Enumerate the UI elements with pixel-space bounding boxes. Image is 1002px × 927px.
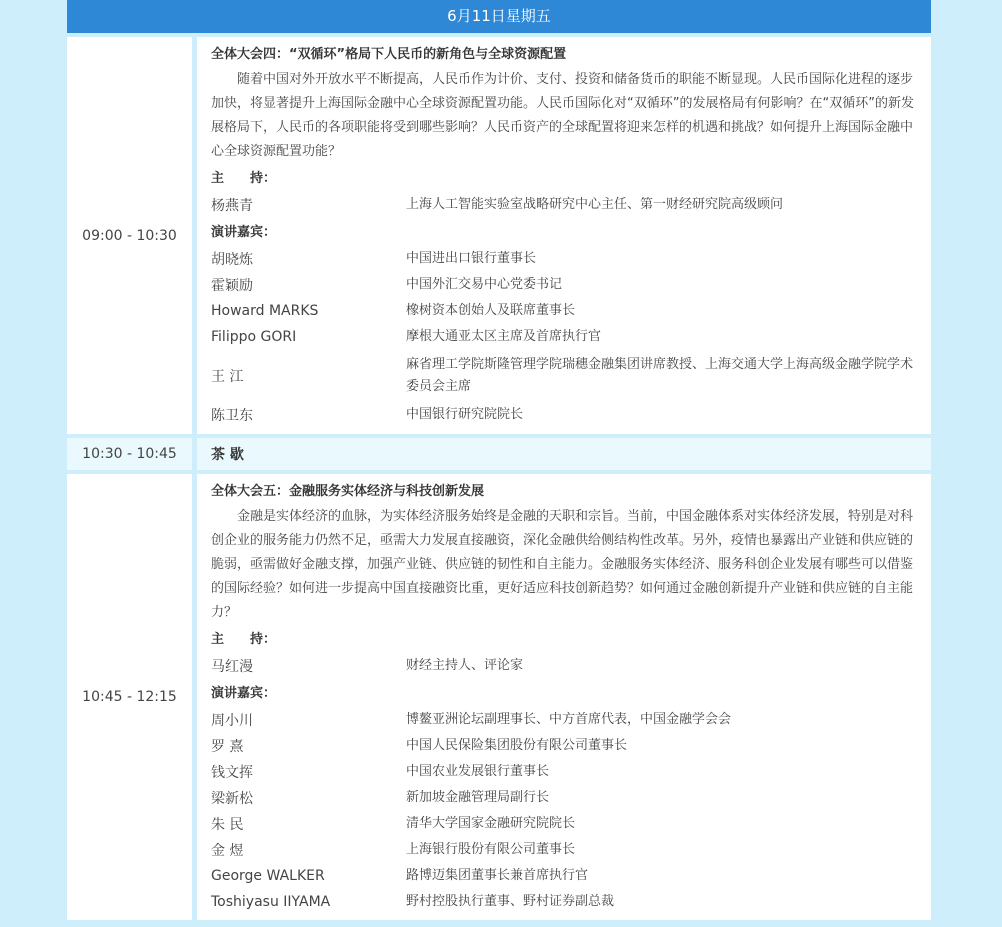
speaker-name: 金 煜 bbox=[211, 843, 244, 859]
speaker-name: 周小川 bbox=[211, 713, 253, 729]
host-row bbox=[211, 653, 915, 679]
speaker-name: 梁新松 bbox=[211, 791, 253, 807]
speaker-row bbox=[211, 863, 915, 889]
agenda bbox=[67, 0, 931, 920]
session-content bbox=[197, 37, 931, 434]
speaker-row bbox=[211, 246, 915, 272]
speaker-name: 陈卫东 bbox=[211, 408, 253, 424]
session-time: 10:45 - 12:15 bbox=[67, 474, 192, 920]
session-row bbox=[67, 37, 931, 434]
speaker-title: 中国农业发展银行董事长 bbox=[406, 764, 550, 779]
speaker-title: 中国银行研究院院长 bbox=[406, 407, 524, 422]
day-header: 6月11日星期五 bbox=[67, 0, 931, 33]
host-label: 主 持： bbox=[211, 632, 277, 647]
host-name: 马红漫 bbox=[211, 659, 253, 675]
speaker-name: George WALKER bbox=[211, 868, 325, 884]
speaker-title: 中国进出口银行董事长 bbox=[406, 251, 537, 266]
speaker-title: 野村控股执行董事、野村证券副总裁 bbox=[406, 894, 615, 909]
speaker-row bbox=[211, 272, 915, 298]
speaker-title: 麻省理工学院斯隆管理学院瑞穗金融集团讲席教授、上海交通大学上海高级金融学院学术委员会主席 bbox=[406, 357, 914, 394]
speaker-row bbox=[211, 402, 915, 428]
speaker-row bbox=[211, 707, 915, 733]
speaker-name: 钱文挥 bbox=[211, 765, 253, 781]
speaker-row bbox=[211, 350, 915, 402]
speaker-title: 橡树资本创始人及联席董事长 bbox=[406, 303, 576, 318]
break-label: 茶 歇 bbox=[197, 438, 931, 470]
speaker-row bbox=[211, 733, 915, 759]
host-title: 财经主持人、评论家 bbox=[406, 658, 524, 673]
speaker-title: 博鳌亚洲论坛副理事长、中方首席代表，中国金融学会会 bbox=[406, 712, 732, 727]
session-row bbox=[67, 474, 931, 920]
speaker-row bbox=[211, 889, 915, 915]
session-title: 全体大会四：“双循环”格局下人民币的新角色与全球资源配置 bbox=[211, 47, 567, 62]
speaker-name: 朱 民 bbox=[211, 817, 244, 833]
speaker-title: 路博迈集团董事长兼首席执行官 bbox=[406, 868, 589, 883]
host-row bbox=[211, 192, 915, 218]
session-time: 09:00 - 10:30 bbox=[67, 37, 192, 434]
host-title: 上海人工智能实验室战略研究中心主任、第一财经研究院高级顾问 bbox=[406, 197, 784, 212]
session-description: 金融是实体经济的血脉，为实体经济服务始终是金融的天职和宗旨。当前，中国金融体系对实体经济发展，特别是对科创企业的服务能力仍然不足，亟需大力发展直接融资，深化金融供给侧结构性改革。另外，疫情也暴露出产业链和供应链的脆弱，亟需做好金融支撑，加强产业链、供应链的韧性和自主能力。金融服务实体经济、服务科创企业发展有哪些可以借鉴的国际经验？如何进一步提高中国直接融资比重，更好适应科技创新趋势？如何通过金融创新提升产业链和供应链的自主能力？ bbox=[211, 509, 914, 620]
speaker-row bbox=[211, 785, 915, 811]
session-description: 随着中国对外开放水平不断提高，人民币作为计价、支付、投资和储备货币的职能不断显现。人民币国际化进程的逐步加快，将显著提升上海国际金融中心全球资源配置功能。人民币国际化对“双循环”的发展格局有何影响？在“双循环”的新发展格局下，人民币的各项职能将受到哪些影响？人民币资产的全球配置将迎来怎样的机遇和挑战？如何提升上海国际金融中心全球资源配置功能？ bbox=[211, 72, 914, 159]
host-label: 主 持： bbox=[211, 171, 277, 186]
break-row bbox=[67, 438, 931, 470]
speaker-title: 摩根大通亚太区主席及首席执行官 bbox=[406, 329, 602, 344]
break-time: 10:30 - 10:45 bbox=[67, 438, 192, 470]
session-title: 全体大会五：金融服务实体经济与科技创新发展 bbox=[211, 484, 485, 499]
host-name: 杨燕青 bbox=[211, 198, 253, 214]
speaker-name: 胡晓炼 bbox=[211, 252, 253, 268]
speakers-label: 演讲嘉宾： bbox=[211, 686, 277, 701]
speaker-name: 霍颖励 bbox=[211, 278, 253, 294]
speaker-row bbox=[211, 298, 915, 324]
speaker-row bbox=[211, 324, 915, 350]
speaker-title: 新加坡金融管理局副行长 bbox=[406, 790, 550, 805]
speaker-name: Toshiyasu IIYAMA bbox=[211, 894, 331, 910]
session-content bbox=[197, 474, 931, 920]
speaker-row bbox=[211, 759, 915, 785]
speaker-name: Filippo GORI bbox=[211, 329, 297, 345]
speaker-title: 上海银行股份有限公司董事长 bbox=[406, 842, 576, 857]
speakers-label: 演讲嘉宾： bbox=[211, 225, 277, 240]
speaker-row bbox=[211, 811, 915, 837]
speaker-name: 王 江 bbox=[211, 369, 244, 385]
speaker-name: 罗 熹 bbox=[211, 739, 244, 755]
speaker-title: 中国人民保险集团股份有限公司董事长 bbox=[406, 738, 628, 753]
speaker-row bbox=[211, 837, 915, 863]
speaker-title: 清华大学国家金融研究院院长 bbox=[406, 816, 576, 831]
speaker-name: Howard MARKS bbox=[211, 303, 319, 319]
speaker-title: 中国外汇交易中心党委书记 bbox=[406, 277, 563, 292]
